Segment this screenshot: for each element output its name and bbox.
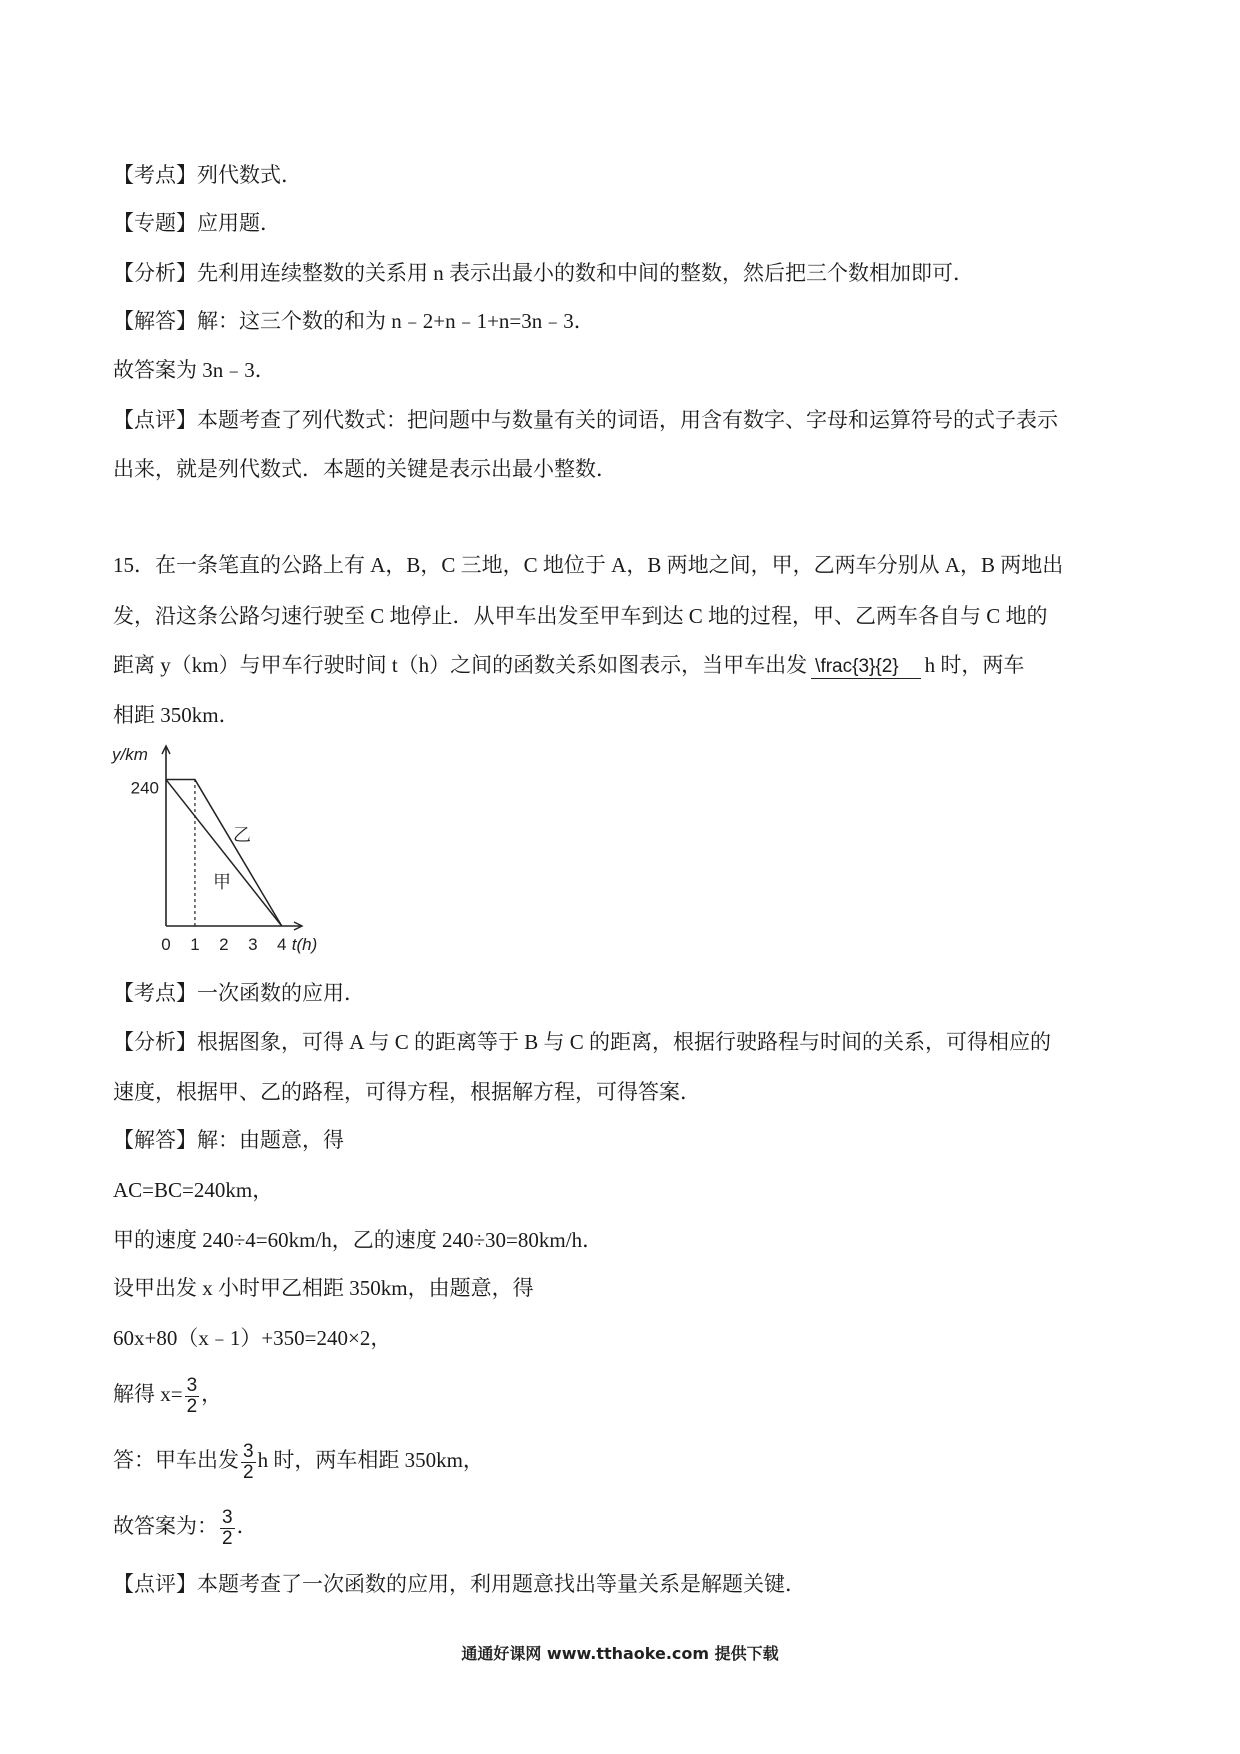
- fraction: [185, 1376, 200, 1417]
- step-6-prefix: 答：甲车出发: [113, 1448, 239, 1472]
- x-tick-label: 3: [248, 935, 258, 954]
- solution-step-5: [113, 1370, 222, 1418]
- x-tick-label: 1: [190, 935, 200, 954]
- jieda-14: 【解答】解：这三个数的和为 n﹣2+n﹣1+n=3n﹣3．: [113, 309, 595, 333]
- step-6-suffix: h 时，两车相距 350km，: [257, 1448, 484, 1472]
- question-15-line1: 15．在一条笔直的公路上有 A，B，C 三地，C 地位于 A，B 两地之间，甲，乙两车分别从 A，B 两地出: [113, 553, 1064, 577]
- question-15-line2: 发，沿这条公路匀速行驶至 C 地停止．从甲车出发至甲车到达 C 地的过程，甲、乙两车各自与 C 地的: [113, 604, 1048, 628]
- x-tick-label: 2: [219, 935, 229, 954]
- dianping-14-line2: 出来，就是列代数式．本题的关键是表示出最小整数．: [113, 457, 617, 481]
- solution-step-6: [113, 1436, 484, 1484]
- question-15-line3-text: 距离 y（km）与甲车行驶时间 t（h）之间的函数关系如图表示，当甲车出发: [113, 653, 808, 677]
- question-15-line3: [113, 650, 1024, 680]
- kaodian-14: 【考点】列代数式．: [113, 163, 302, 187]
- kaodian-15: 【考点】一次函数的应用．: [113, 981, 365, 1005]
- fenxi-15-line2: 速度，根据甲、乙的路程，可得方程，根据解方程，可得答案．: [113, 1080, 701, 1104]
- series-label: 乙: [233, 825, 251, 845]
- solution-step-1: AC=BC=240km，: [113, 1178, 274, 1202]
- jieda-15: 【解答】解：由题意，得: [113, 1128, 344, 1152]
- step-5-suffix: ，: [201, 1382, 223, 1406]
- fraction-denominator: 2: [243, 1461, 254, 1483]
- y-axis-label: y/km: [112, 745, 148, 764]
- fraction-numerator: 3: [222, 1506, 233, 1528]
- solution-step-4: 60x+80（x﹣1）+350=240×2，: [113, 1326, 392, 1350]
- series-line-1: [166, 780, 282, 926]
- question-15-line3-tail: h 时，两车: [924, 653, 1025, 677]
- step-5-prefix: 解得 x=: [113, 1382, 183, 1406]
- x-axis-label: t(h): [291, 935, 318, 954]
- dianping-14-line1: 【点评】本题考查了列代数式：把问题中与数量有关的词语，用含有数字、字母和运算符号的式子表示: [113, 408, 1058, 432]
- question-15-line4: 相距 350km．: [113, 703, 240, 727]
- fraction: [220, 1508, 235, 1549]
- fenxi-15-line1: 【分析】根据图象，可得 A 与 C 的距离等于 B 与 C 的距离，根据行驶路程与时间的关系，可得相应的: [113, 1030, 1052, 1054]
- answer-blank: \frac{3}{2}: [811, 656, 920, 679]
- fraction-numerator: 3: [243, 1440, 254, 1462]
- solution-step-2: 甲的速度 240÷4=60km/h，乙的速度 240÷30=80km/h．: [113, 1228, 604, 1252]
- answer-14: 故答案为 3n﹣3．: [113, 358, 276, 382]
- function-graph: [110, 741, 330, 959]
- series-label: 甲: [213, 872, 231, 892]
- fenxi-14: 【分析】先利用连续整数的关系用 n 表示出最小的数和中间的整数，然后把三个数相加即可．: [113, 261, 974, 285]
- solution-step-3: 设甲出发 x 小时甲乙相距 350km，由题意，得: [113, 1276, 534, 1300]
- x-tick-label: 4: [277, 935, 287, 954]
- step-7-prefix: 故答案为：: [113, 1514, 218, 1538]
- fraction-denominator: 2: [186, 1395, 198, 1417]
- page-footer: 通通好课网 www.tthaoke.com 提供下载: [461, 1644, 779, 1663]
- dianping-15: 【点评】本题考查了一次函数的应用，利用题意找出等量关系是解题关键．: [113, 1572, 806, 1596]
- y-tick-label: 240: [130, 778, 159, 798]
- solution-step-7: [113, 1502, 258, 1550]
- fraction-denominator: 2: [222, 1527, 233, 1549]
- step-7-suffix: ．: [236, 1514, 258, 1538]
- x-tick-label: 0: [161, 935, 171, 954]
- fraction-numerator: 3: [186, 1374, 198, 1396]
- fraction: [241, 1442, 256, 1483]
- zhuanti-14: 【专题】应用题．: [113, 211, 281, 235]
